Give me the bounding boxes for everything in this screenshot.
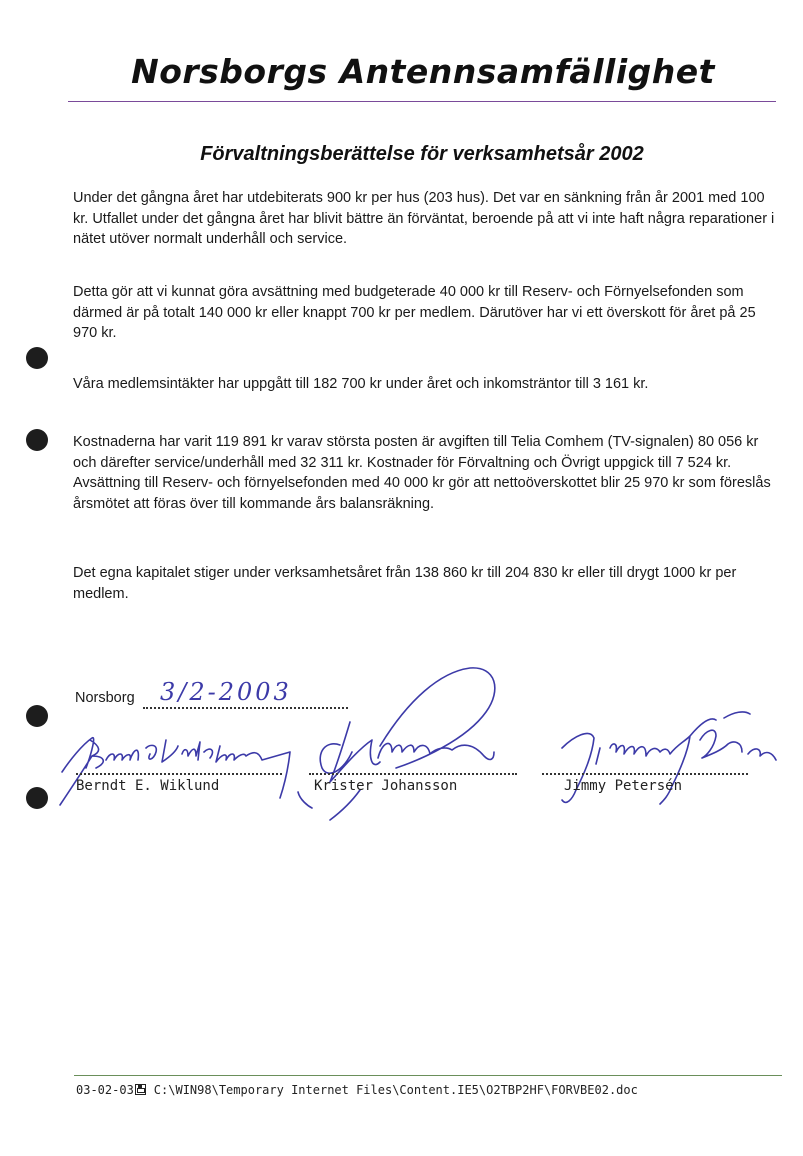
- signature-krister: [298, 668, 495, 820]
- footer-file-path: C:\WIN98\Temporary Internet Files\Content.IE5\O2TBP2HF\FORVBE02.doc: [153, 1083, 638, 1097]
- footer: [76, 1083, 638, 1097]
- punch-hole: [26, 787, 48, 809]
- signature-line-1: [76, 773, 282, 775]
- paragraph-costs: Kostnaderna har varit 119 891 kr varav största posten är avgiften till Telia Comhem (TV-signalen) 80 056 kr och därefter service/underhåll med 32 311 kr. Kostnader för Förvaltning och Övrigt uppgick till 7 524 kr. Avsättning till Reserv- och förnyelsefonden med 40 000 kr gör att nettoöverskottet blir 25 970 kr som föreslås årsmötet att föras över till kommande års balansräkning.: [73, 434, 771, 512]
- signer-name: Jimmy Petersén: [564, 778, 683, 794]
- footer-date: 03-02-03: [76, 1083, 134, 1097]
- title-divider: [68, 101, 776, 102]
- report-title: Förvaltningsberättelse för verksamhetsår 2002: [200, 143, 644, 165]
- paragraph-equity: Det egna kapitalet stiger under verksamhetsåret från 138 860 kr till 204 830 kr eller till drygt 1000 kr per medlem.: [73, 565, 737, 602]
- punch-hole: [26, 347, 48, 369]
- signer-name: Krister Johansson: [314, 778, 458, 794]
- signing-place: Norsborg: [75, 690, 135, 706]
- signer-name: Berndt E. Wiklund: [76, 778, 220, 794]
- footer-divider: [74, 1075, 782, 1076]
- paragraph-income-summary: Under det gångna året har utdebiterats 900 kr per hus (203 hus). Det var en sänkning från år 2001 med 100 kr. Utfallet under det gångna året har blivit bättre än förväntat, beroende på att vi inte haft några reparationer i nätet utöver normalt underhåll och service.: [73, 190, 775, 247]
- handwritten-date: 3/2-2003: [160, 678, 292, 706]
- signature-line-2: [309, 773, 517, 775]
- punch-hole: [26, 705, 48, 727]
- organization-title: Norsborgs Antennsamfällighet: [131, 52, 715, 91]
- date-dotted-line: [143, 707, 348, 709]
- signature-berndt: [60, 738, 290, 805]
- signature-line-3: [542, 773, 748, 775]
- paragraph-reserve-fund: Detta gör att vi kunnat göra avsättning med budgeterade 40 000 kr till Reserv- och Förnyelsefonden som därmed är på totalt 140 000 kr eller knappt 700 kr per medlem. Därutöver har vi ett överskott för året på 25 970 kr.: [73, 284, 756, 341]
- paragraph-member-income: Våra medlemsintäkter har uppgått till 182 700 kr under året och inkomsträntor till 3 161 kr.: [73, 376, 649, 392]
- floppy-disk-icon: [135, 1084, 146, 1095]
- punch-hole: [26, 429, 48, 451]
